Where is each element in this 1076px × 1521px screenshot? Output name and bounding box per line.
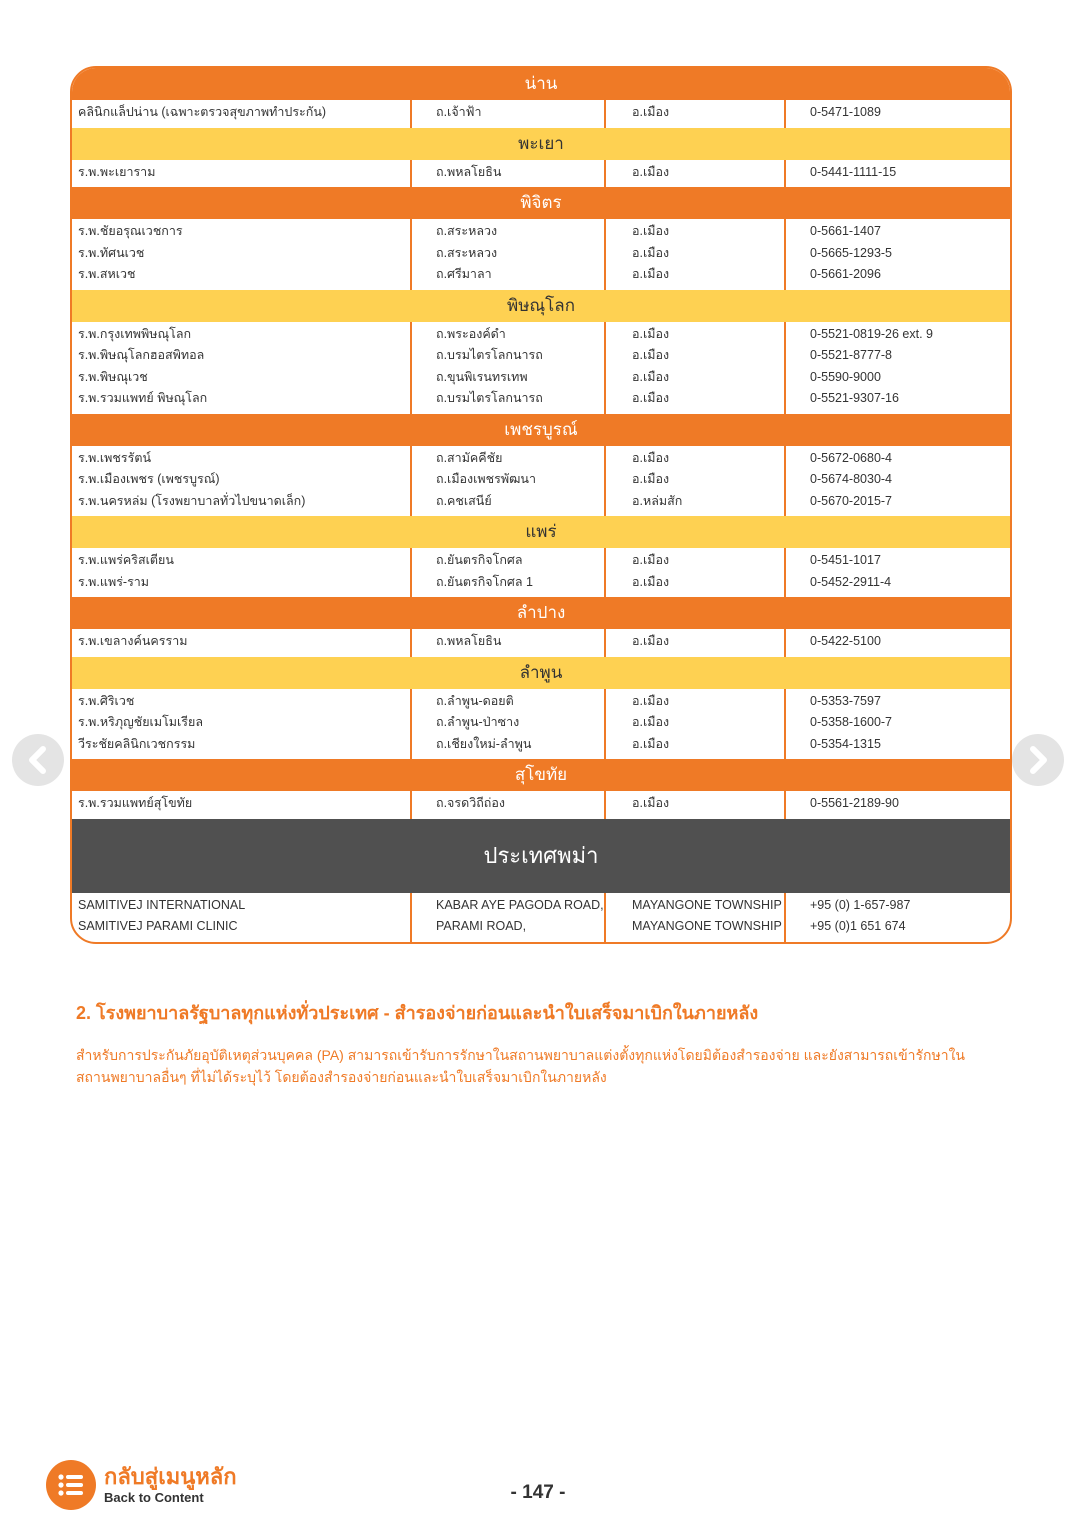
chevron-left-icon — [12, 734, 64, 786]
district-column — [606, 629, 786, 657]
province-header: สุโขทัย — [72, 759, 1010, 791]
road-cell: ถ.สามัคคีชัย — [436, 450, 503, 465]
district-column — [606, 446, 786, 517]
road-column — [412, 219, 606, 290]
hospital-name-cell: ร.พ.กรุงเทพพิษณุโลก — [78, 326, 192, 341]
road-cell: ถ.สระหลวง — [436, 245, 498, 260]
district-cell: อ.เมือง — [632, 164, 670, 179]
province-rows — [72, 689, 1010, 760]
phone-cell: 0-5354-1315 — [810, 736, 881, 751]
next-page-button[interactable] — [1012, 734, 1064, 786]
province-header: เพชรบูรณ์ — [72, 414, 1010, 446]
district-cell: อ.เมือง — [632, 391, 670, 405]
phone-column — [786, 791, 1010, 819]
back-to-content-button[interactable] — [46, 1460, 237, 1510]
hospital-name-column — [72, 893, 412, 942]
hospital-name-cell: ร.พ.สหเวช — [78, 267, 136, 281]
phone-cell: 0-5665-1293-5 — [810, 245, 893, 260]
province-rows — [72, 446, 1010, 517]
phone-column — [786, 219, 1010, 290]
province-header: ประเทศพม่า — [72, 819, 1010, 893]
hospital-name-cell: ร.พ.เมืองเพชร (เพชรบูรณ์) — [78, 472, 220, 486]
phone-cell: 0-5451-1017 — [810, 553, 881, 567]
hospital-name-cell: ร.พ.แพร่คริสเตียน — [78, 553, 174, 567]
phone-column — [786, 446, 1010, 517]
hospital-name-column — [72, 548, 412, 597]
previous-page-button[interactable] — [12, 734, 64, 786]
hospital-name-column — [72, 689, 412, 760]
phone-cell: 0-5521-9307-16 — [810, 391, 899, 405]
hospital-name-cell: ร.พ.เพชรรัตน์ — [78, 450, 151, 465]
road-column — [412, 322, 606, 414]
district-column — [606, 893, 786, 942]
hospital-name-column — [72, 160, 412, 188]
road-cell: ถ.บรมไตรโลกนารถ — [436, 348, 543, 362]
phone-cell: 0-5661-1407 — [810, 224, 881, 238]
province-rows — [72, 219, 1010, 290]
road-cell: ถ.เมืองเพชรพัฒนา — [436, 472, 536, 486]
phone-cell: 0-5672-0680-4 — [810, 450, 893, 465]
road-cell: ถ.ขุนพิเรนทรเทพ — [436, 369, 528, 384]
hospital-name-cell: ร.พ.รวมแพทย์สุโขทัย — [78, 796, 193, 810]
province-header: พิษณุโลก — [72, 290, 1010, 322]
hospital-name-column — [72, 791, 412, 819]
road-cell: ถ.เชียงใหม่-ลำพูน — [436, 736, 532, 751]
district-cell: อ.เมือง — [632, 693, 670, 708]
district-cell: อ.เมือง — [632, 369, 670, 384]
phone-cell: 0-5422-5100 — [810, 634, 881, 648]
phone-column — [786, 100, 1010, 128]
district-cell: อ.เมือง — [632, 224, 670, 238]
district-cell: MAYANGONE TOWNSHIP — [632, 897, 782, 912]
province-rows — [72, 322, 1010, 414]
hospital-table — [70, 66, 1012, 944]
phone-cell: 0-5670-2015-7 — [810, 493, 893, 508]
hospital-name-cell: ร.พ.ชัยอรุณเวชการ — [78, 224, 183, 238]
hospital-name-column — [72, 219, 412, 290]
province-rows — [72, 893, 1010, 942]
phone-column — [786, 548, 1010, 597]
hospital-name-cell: SAMITIVEJ PARAMI CLINIC — [78, 919, 238, 933]
hospital-name-column — [72, 629, 412, 657]
road-cell: PARAMI ROAD, — [436, 919, 527, 933]
hospital-name-cell: คลินิกแล็ปน่าน (เฉพาะตรวจสุขภาพทำประกัน) — [78, 105, 327, 119]
phone-cell: 0-5471-1089 — [810, 105, 881, 119]
road-cell: ถ.คชเสนีย์ — [436, 493, 492, 508]
district-column — [606, 160, 786, 188]
hospital-name-cell: SAMITIVEJ INTERNATIONAL — [78, 897, 246, 912]
hospital-name-cell: ร.พ.พิษณุเวช — [78, 369, 148, 384]
phone-column — [786, 160, 1010, 188]
phone-cell: 0-5358-1600-7 — [810, 715, 893, 729]
chevron-right-icon — [1012, 734, 1064, 786]
road-cell: ถ.ยันตรกิจโกศล 1 — [436, 574, 533, 589]
district-cell: อ.เมือง — [632, 245, 670, 260]
hospital-name-column — [72, 322, 412, 414]
road-column — [412, 893, 606, 942]
phone-column — [786, 893, 1010, 942]
province-rows — [72, 791, 1010, 819]
district-cell: อ.เมือง — [632, 326, 670, 341]
hospital-name-cell: ร.พ.นครหล่ม (โรงพยาบาลทั่วไปขนาดเล็ก) — [78, 493, 306, 508]
district-cell: อ.เมือง — [632, 553, 670, 567]
road-cell: KABAR AYE PAGODA ROAD, — [436, 897, 604, 912]
province-rows — [72, 548, 1010, 597]
road-cell: ถ.ลำพูน-ป่าซาง — [436, 715, 520, 729]
phone-cell: 0-5521-8777-8 — [810, 348, 893, 362]
district-cell: อ.เมือง — [632, 267, 670, 281]
hospital-name-cell: ร.พ.แพร่-ราม — [78, 574, 150, 589]
district-column — [606, 791, 786, 819]
province-rows — [72, 629, 1010, 657]
district-column — [606, 322, 786, 414]
phone-cell: 0-5561-2189-90 — [810, 796, 899, 810]
road-column — [412, 160, 606, 188]
phone-cell: 0-5353-7597 — [810, 693, 881, 708]
page-number: - 147 - — [510, 1482, 566, 1503]
road-column — [412, 548, 606, 597]
phone-cell: 0-5674-8030-4 — [810, 472, 893, 486]
road-cell: ถ.สระหลวง — [436, 224, 498, 238]
district-column — [606, 689, 786, 760]
phone-cell: +95 (0) 1-657-987 — [810, 897, 911, 912]
district-cell: อ.เมือง — [632, 715, 670, 729]
province-header: พิจิตร — [72, 187, 1010, 219]
section-heading: 2. โรงพยาบาลรัฐบาลทุกแห่งทั่วประเทศ - สำรองจ่ายก่อนและนำใบเสร็จมาเบิกในภายหลัง — [76, 1003, 759, 1023]
province-header: พะเยา — [72, 128, 1010, 160]
district-cell: อ.หล่มสัก — [632, 493, 683, 508]
section-paragraph: สำหรับการประกันภัยอุบัติเหตุส่วนบุคคล (PA) สามารถเข้ารับการรักษาในสถานพยาบาลแต่งตั้งทุกแห่งโดยมิต้องสำรองจ่าย และยังสามารถเข้ารักษาในสถานพยาบาลอื่นๆ ที่ไม่ได้ระบุไว้ โดยต้องสำรองจ่ายก่อนและนำใบเสร็จมาเบิกในภายหลัง — [76, 1047, 965, 1085]
hospital-name-cell: ร.พ.หริภุญชัยเมโมเรียล — [78, 715, 203, 729]
road-cell: ถ.พระองค์ดำ — [436, 326, 506, 341]
province-header: แพร่ — [72, 516, 1010, 548]
province-rows — [72, 160, 1010, 188]
road-cell: ถ.พหลโยธิน — [436, 634, 502, 648]
phone-column — [786, 629, 1010, 657]
hospital-name-cell: วีระชัยคลินิกเวชกรรม — [78, 736, 196, 751]
hospital-name-column — [72, 446, 412, 517]
district-cell: อ.เมือง — [632, 736, 670, 751]
district-cell: MAYANGONE TOWNSHIP — [632, 919, 782, 933]
phone-column — [786, 689, 1010, 760]
district-cell: อ.เมือง — [632, 472, 670, 486]
district-column — [606, 548, 786, 597]
hospital-name-cell: ร.พ.รวมแพทย์ พิษณุโลก — [78, 391, 208, 405]
district-column — [606, 219, 786, 290]
hospital-name-cell: ร.พ.พะเยาราม — [78, 164, 156, 179]
province-rows — [72, 100, 1010, 128]
road-column — [412, 629, 606, 657]
road-column — [412, 689, 606, 760]
road-cell: ถ.จรดวิถีถ่อง — [436, 796, 505, 810]
phone-cell: 0-5521-0819-26 ext. 9 — [810, 326, 934, 341]
district-cell: อ.เมือง — [632, 796, 670, 810]
phone-cell: 0-5590-9000 — [810, 369, 881, 384]
hospital-name-cell: ร.พ.พิษณุโลกฮอสพิทอล — [78, 348, 205, 362]
district-cell: อ.เมือง — [632, 574, 670, 589]
road-cell: ถ.เจ้าฟ้า — [436, 105, 482, 119]
list-menu-icon — [46, 1460, 96, 1510]
hospital-name-cell: ร.พ.ทัศนเวช — [78, 245, 145, 260]
district-cell: อ.เมือง — [632, 634, 670, 648]
road-column — [412, 791, 606, 819]
phone-cell: +95 (0)1 651 674 — [810, 919, 906, 933]
road-column — [412, 100, 606, 128]
district-cell: อ.เมือง — [632, 348, 670, 362]
phone-column — [786, 322, 1010, 414]
hospital-name-cell: ร.พ.เขลางค์นครราม — [78, 634, 188, 648]
district-cell: อ.เมือง — [632, 450, 670, 465]
road-column — [412, 446, 606, 517]
phone-cell: 0-5452-2911-4 — [810, 574, 892, 589]
phone-cell: 0-5441-1111-15 — [810, 164, 897, 179]
district-cell: อ.เมือง — [632, 105, 670, 119]
road-cell: ถ.พหลโยธิน — [436, 164, 502, 179]
province-header: น่าน — [72, 68, 1010, 100]
province-header: ลำปาง — [72, 597, 1010, 629]
road-cell: ถ.ยันตรกิจโกศล — [436, 553, 523, 567]
road-cell: ถ.ศรีมาลา — [436, 267, 492, 281]
hospital-name-column — [72, 100, 412, 128]
phone-cell: 0-5661-2096 — [810, 267, 881, 281]
back-label-english: Back to Content — [104, 1490, 204, 1505]
road-cell: ถ.ลำพูน-ดอยติ — [436, 693, 514, 708]
hospital-name-cell: ร.พ.ศิริเวช — [78, 693, 135, 708]
district-column — [606, 100, 786, 128]
back-label-thai: กลับสู่เมนูหลัก — [104, 1464, 237, 1489]
province-header: ลำพูน — [72, 657, 1010, 689]
road-cell: ถ.บรมไตรโลกนารถ — [436, 391, 543, 405]
